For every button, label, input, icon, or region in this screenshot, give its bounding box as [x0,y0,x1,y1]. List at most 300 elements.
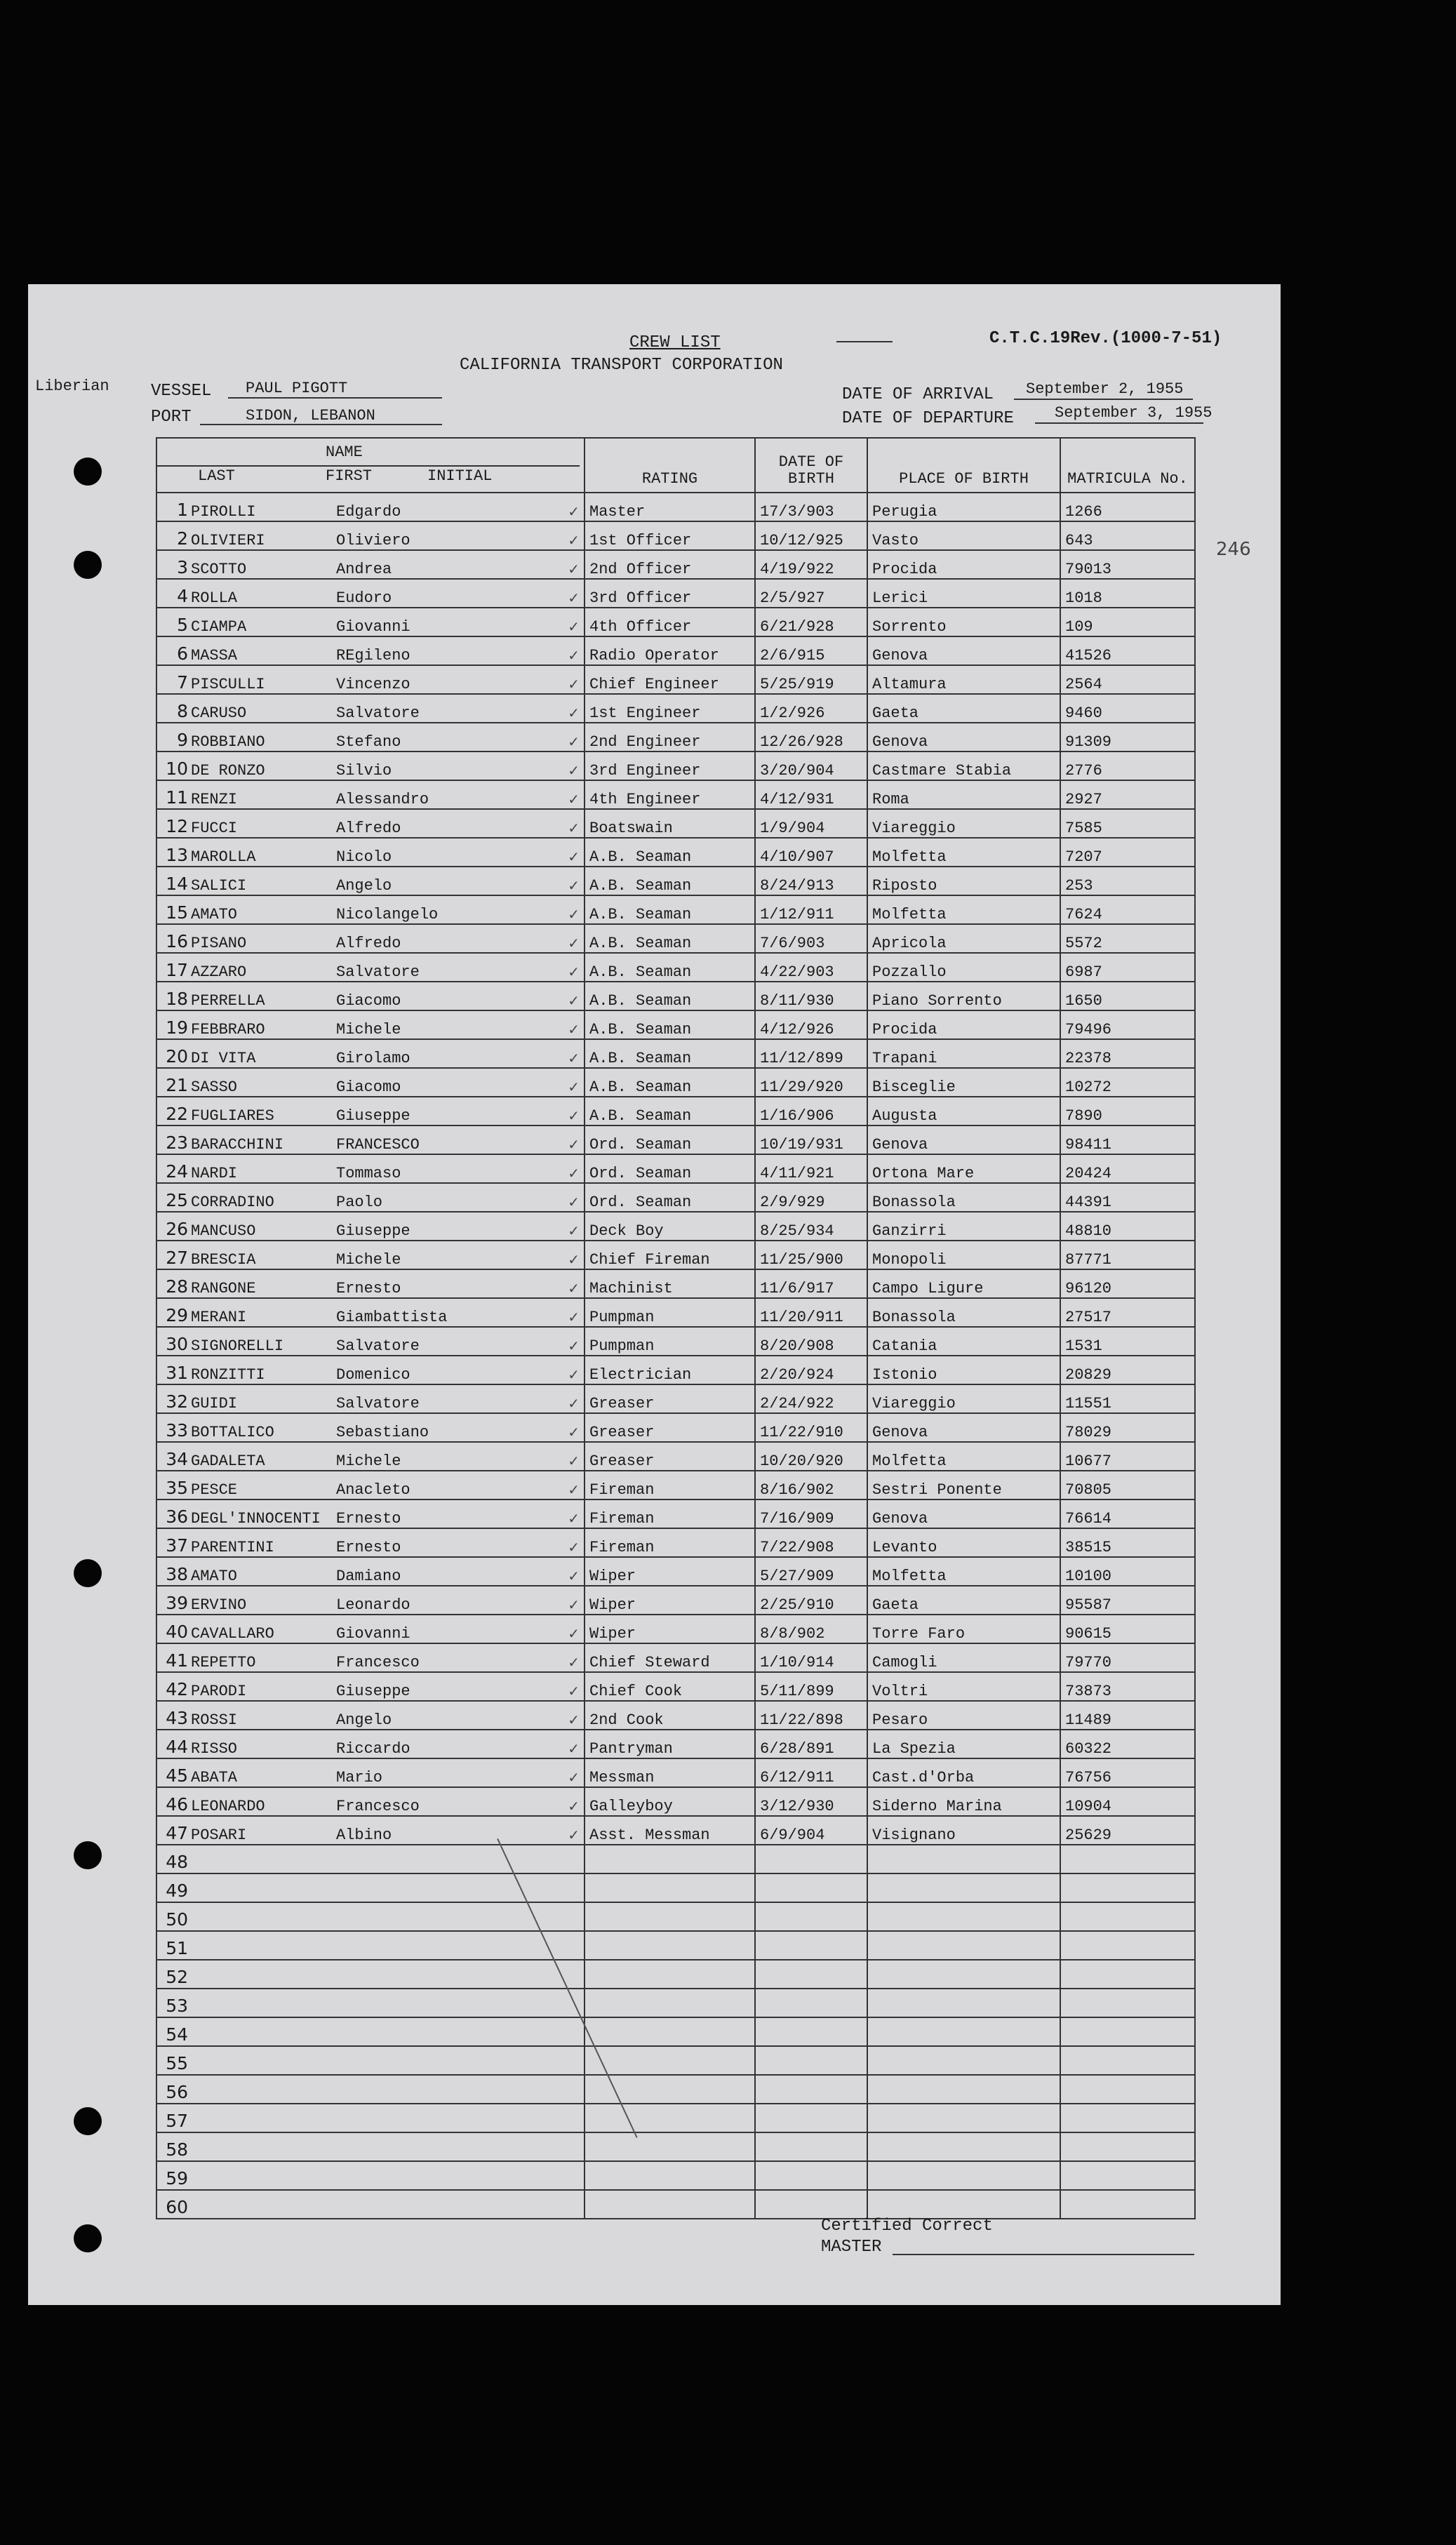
matricula-cell: 27517 [1060,1298,1195,1327]
last-name-cell [156,867,325,895]
check-mark-icon: ✓ [568,1740,580,1757]
check-mark-icon: ✓ [568,1826,580,1843]
rating-cell: Ord. Seaman [585,1154,755,1183]
pob-cell: Sestri Ponente [867,1471,1060,1499]
matricula-cell: 76756 [1060,1758,1195,1787]
table-row [156,2075,1195,2104]
first-name: Albino [336,1826,392,1844]
table-row [156,752,1195,780]
matricula-cell: 79013 [1060,550,1195,579]
pob-cell: Trapani [867,1039,1060,1068]
first-name-cell [325,1442,585,1471]
dob-cell: 11/29/920 [755,1068,867,1097]
rating-cell: Chief Engineer [585,665,755,694]
table-row [156,953,1195,982]
dob-cell: 2/6/915 [755,636,867,665]
matricula-header: MATRICULA No. [1060,438,1195,493]
matricula-cell: 98411 [1060,1125,1195,1154]
row-number: 27 [166,1248,188,1268]
row-number: 35 [166,1478,188,1498]
last-name: ROBBIANO [191,733,265,751]
first-name-cell [325,1039,585,1068]
table-row [156,1269,1195,1298]
matricula-cell: 87771 [1060,1241,1195,1269]
rating-cell: Chief Cook [585,1672,755,1701]
row-number: 7 [177,672,188,693]
name-label: NAME [326,443,363,461]
matricula-cell: 1531 [1060,1327,1195,1356]
last-name-cell [156,1356,325,1384]
pob-cell: La Spezia [867,1730,1060,1758]
dob-cell [755,1902,867,1931]
check-mark-icon: ✓ [568,877,580,894]
row-number: 47 [166,1823,188,1843]
flag-label: Liberian [35,378,109,395]
row-number: 31 [166,1363,188,1383]
matricula-cell: 73873 [1060,1672,1195,1701]
last-name-cell [156,1586,325,1615]
crew-table-body [156,493,1195,2219]
matricula-cell [1060,2161,1195,2190]
last-name: RONZITTI [191,1366,265,1384]
last-name-cell [156,2190,325,2219]
last-name-cell [156,521,325,550]
last-name: CORRADINO [191,1194,274,1211]
check-mark-icon: ✓ [568,1452,580,1469]
first-name: Giacomo [336,992,401,1010]
rating-cell [585,1873,755,1902]
dob-cell: 2/20/924 [755,1356,867,1384]
first-name-cell [325,1298,585,1327]
check-mark-icon: ✓ [568,1021,580,1038]
table-row [156,608,1195,636]
rating-cell [585,1931,755,1960]
row-number: 6 [177,643,188,664]
first-name-cell [325,1125,585,1154]
first-name: Paolo [336,1194,383,1211]
last-name: DI VITA [191,1050,256,1067]
first-name-cell [325,1471,585,1499]
matricula-cell: 10904 [1060,1787,1195,1816]
first-name: Ernesto [336,1280,401,1297]
dob-cell: 2/5/927 [755,579,867,608]
matricula-cell: 38515 [1060,1528,1195,1557]
last-name: SALICI [191,877,247,895]
matricula-cell: 253 [1060,867,1195,895]
pob-cell: Bonassola [867,1183,1060,1212]
matricula-cell [1060,2075,1195,2104]
first-name-cell [325,1557,585,1586]
rating-cell [585,1989,755,2017]
first-name-cell [325,1327,585,1356]
dob-cell: 11/22/910 [755,1413,867,1442]
dob-cell [755,2017,867,2046]
matricula-cell: 91309 [1060,723,1195,752]
table-row [156,1039,1195,1068]
dob-cell: 4/11/921 [755,1154,867,1183]
master-label: MASTER [821,2238,882,2257]
pob-cell: Genova [867,1413,1060,1442]
pob-cell: Molfetta [867,1442,1060,1471]
table-row [156,1931,1195,1960]
pob-cell [867,2104,1060,2132]
check-mark-icon: ✓ [568,561,580,577]
row-number: 23 [166,1133,188,1153]
dob-cell: 2/24/922 [755,1384,867,1413]
last-name-cell [156,636,325,665]
row-number: 2 [177,528,188,549]
last-name: PIROLLI [191,503,256,521]
last-name: DE RONZO [191,762,265,780]
arrival-date: September 2, 1955 [1026,380,1184,398]
table-row [156,1557,1195,1586]
check-mark-icon: ✓ [568,906,580,923]
dob-cell [755,2046,867,2075]
table-row [156,1241,1195,1269]
rating-cell: Deck Boy [585,1212,755,1241]
first-name-cell [325,1356,585,1384]
row-number: 59 [166,2168,188,2189]
rating-cell: 3rd Engineer [585,752,755,780]
table-row [156,924,1195,953]
first-name: Oliviero [336,532,410,549]
last-name-cell [156,1758,325,1787]
rating-cell [585,1902,755,1931]
rating-cell [585,2190,755,2219]
pob-cell: Molfetta [867,1557,1060,1586]
dob-cell: 11/6/917 [755,1269,867,1298]
form-title: CREW LIST [629,333,721,352]
rating-cell: Pumpman [585,1327,755,1356]
first-name: Francesco [336,1798,420,1815]
first-name: Salvatore [336,704,420,722]
dob-cell: 11/22/898 [755,1701,867,1730]
matricula-cell: 1266 [1060,493,1195,521]
rating-cell [585,1845,755,1873]
last-name-cell [156,924,325,953]
table-row [156,521,1195,550]
first-name-cell [325,694,585,723]
table-row [156,1873,1195,1902]
departure-date: September 3, 1955 [1055,404,1213,422]
table-row [156,838,1195,867]
check-mark-icon: ✓ [568,1222,580,1239]
row-number: 29 [166,1305,188,1325]
pob-cell [867,1873,1060,1902]
dob-cell: 4/12/931 [755,780,867,809]
pob-cell: Riposto [867,867,1060,895]
row-number: 50 [166,1909,188,1930]
arrival-line [1014,399,1193,400]
table-row [156,2190,1195,2219]
first-name: Eudoro [336,589,392,607]
row-number: 33 [166,1420,188,1441]
dob-cell: 8/16/902 [755,1471,867,1499]
last-name-cell [156,1557,325,1586]
table-row [156,1010,1195,1039]
pob-cell: Procida [867,550,1060,579]
row-number: 32 [166,1391,188,1412]
matricula-cell: 7207 [1060,838,1195,867]
last-name: PERRELLA [191,992,265,1010]
first-name: Domenico [336,1366,410,1384]
first-name-cell [325,1413,585,1442]
row-number: 54 [166,2024,188,2045]
last-name: FUCCI [191,820,238,837]
last-name-cell [156,953,325,982]
table-row [156,1499,1195,1528]
initial-label: INITIAL [427,467,493,485]
matricula-cell: 41526 [1060,636,1195,665]
first-name-cell [325,1902,585,1931]
check-mark-icon: ✓ [568,820,580,836]
row-number: 20 [166,1046,188,1067]
rating-header: RATING [585,438,755,493]
rating-cell: Fireman [585,1499,755,1528]
rating-cell: Ord. Seaman [585,1125,755,1154]
matricula-cell: 109 [1060,608,1195,636]
first-name-cell [325,1787,585,1816]
table-row [156,1125,1195,1154]
table-row [156,493,1195,521]
rating-cell: Messman [585,1758,755,1787]
dob-cell: 7/16/909 [755,1499,867,1528]
last-name-cell [156,608,325,636]
dob-cell: 3/20/904 [755,752,867,780]
table-row [156,1413,1195,1442]
check-mark-icon: ✓ [568,1050,580,1067]
rating-cell: Wiper [585,1615,755,1643]
last-name-cell [156,1873,325,1902]
last-name-cell [156,1816,325,1845]
table-row [156,1672,1195,1701]
last-name: REPETTO [191,1654,256,1671]
first-name-cell [325,1730,585,1758]
dob-cell: 1/12/911 [755,895,867,924]
check-mark-icon: ✓ [568,963,580,980]
pob-cell: Augusta [867,1097,1060,1125]
vessel-line [228,397,442,399]
title-rule [836,341,893,342]
last-name-cell [156,895,325,924]
dob-cell: 12/26/928 [755,723,867,752]
table-row [156,780,1195,809]
last-name: PISCULLI [191,676,265,693]
pob-cell [867,2075,1060,2104]
last-name-cell [156,1010,325,1039]
rating-cell: Greaser [585,1413,755,1442]
rating-cell: 4th Officer [585,608,755,636]
last-name-cell [156,1125,325,1154]
last-name: PARODI [191,1683,247,1700]
pob-cell: Monopoli [867,1241,1060,1269]
first-name-cell [325,1931,585,1960]
rating-cell [585,2017,755,2046]
matricula-cell: 643 [1060,521,1195,550]
matricula-cell [1060,1989,1195,2017]
last-name-cell [156,493,325,521]
pob-cell: Istonio [867,1356,1060,1384]
rating-cell: Fireman [585,1471,755,1499]
last-name: AZZARO [191,963,247,981]
pob-cell: Visignano [867,1816,1060,1845]
form-code: C.T.C.19Rev.(1000-7-51) [989,329,1222,348]
first-name: REgileno [336,647,410,664]
last-name-cell [156,1931,325,1960]
dob-cell [755,2161,867,2190]
matricula-cell [1060,1845,1195,1873]
last-name: NARDI [191,1165,238,1182]
last-name-cell [156,1384,325,1413]
first-name-cell [325,2132,585,2161]
check-mark-icon: ✓ [568,1654,580,1671]
last-name: MAROLLA [191,848,256,866]
first-name-cell [325,1384,585,1413]
dob-cell [755,2132,867,2161]
dob-cell: 8/11/930 [755,982,867,1010]
last-name-cell [156,1442,325,1471]
dob-cell [755,1989,867,2017]
pob-cell [867,2161,1060,2190]
first-name-cell [325,550,585,579]
dob-cell [755,1931,867,1960]
pob-cell [867,2132,1060,2161]
row-number: 11 [166,787,188,808]
pob-cell: Vasto [867,521,1060,550]
matricula-cell: 90615 [1060,1615,1195,1643]
rating-cell [585,2132,755,2161]
matricula-cell: 95587 [1060,1586,1195,1615]
table-row [156,1701,1195,1730]
last-name-cell [156,2046,325,2075]
matricula-cell: 44391 [1060,1183,1195,1212]
matricula-cell: 10272 [1060,1068,1195,1097]
first-name-cell [325,895,585,924]
row-number: 52 [166,1967,188,1987]
dob-cell [755,1960,867,1989]
last-name: PARENTINI [191,1539,274,1556]
dob-cell [755,1873,867,1902]
last-name: PESCE [191,1481,238,1499]
last-name-cell [156,1471,325,1499]
check-mark-icon: ✓ [568,848,580,865]
dob-cell: 4/10/907 [755,838,867,867]
last-label: LAST [198,467,235,485]
dob-cell: 11/12/899 [755,1039,867,1068]
last-name: SIGNORELLI [191,1337,284,1355]
punch-hole [74,551,102,579]
last-name-cell [156,1269,325,1298]
last-name: CAVALLARO [191,1625,274,1643]
check-mark-icon: ✓ [568,647,580,664]
pob-cell: Roma [867,780,1060,809]
row-number: 49 [166,1881,188,1901]
row-number: 58 [166,2139,188,2160]
check-mark-icon: ✓ [568,676,580,693]
first-name: Salvatore [336,963,420,981]
first-name-cell [325,2161,585,2190]
table-row [156,867,1195,895]
matricula-cell [1060,2046,1195,2075]
first-name: Sebastiano [336,1424,429,1441]
pob-header: PLACE OF BIRTH [867,438,1060,493]
rating-cell: Chief Fireman [585,1241,755,1269]
first-name-cell [325,1269,585,1298]
pob-cell [867,1845,1060,1873]
table-row [156,1384,1195,1413]
matricula-cell: 7585 [1060,809,1195,838]
matricula-cell: 48810 [1060,1212,1195,1241]
last-name-cell [156,1039,325,1068]
check-mark-icon: ✓ [568,1769,580,1786]
first-name: Ernesto [336,1510,401,1528]
dob-cell: 6/12/911 [755,1758,867,1787]
table-row [156,2046,1195,2075]
pob-cell: Torre Faro [867,1615,1060,1643]
rating-cell: Machinist [585,1269,755,1298]
first-name: Ernesto [336,1539,401,1556]
last-name: MASSA [191,647,238,664]
dob-cell: 2/25/910 [755,1586,867,1615]
last-name-cell [156,1298,325,1327]
dob-cell: 7/22/908 [755,1528,867,1557]
last-name-cell [156,665,325,694]
table-row [156,1960,1195,1989]
first-name-cell [325,1097,585,1125]
check-mark-icon: ✓ [568,1539,580,1556]
matricula-cell: 78029 [1060,1413,1195,1442]
row-number: 55 [166,2053,188,2073]
table-row [156,2017,1195,2046]
table-row [156,1442,1195,1471]
row-number: 43 [166,1708,188,1728]
row-number: 56 [166,2082,188,2102]
row-number: 3 [177,557,188,577]
rating-cell: A.B. Seaman [585,982,755,1010]
last-name-cell [156,982,325,1010]
last-name-cell [156,2075,325,2104]
table-row [156,895,1195,924]
matricula-cell: 2564 [1060,665,1195,694]
table-row [156,665,1195,694]
last-name-cell [156,1701,325,1730]
pob-cell [867,1931,1060,1960]
dob-cell: 7/6/903 [755,924,867,953]
last-name: MERANI [191,1309,247,1326]
last-name-cell [156,1154,325,1183]
row-number: 51 [166,1938,188,1958]
row-number: 48 [166,1852,188,1872]
rating-cell: Greaser [585,1442,755,1471]
pob-cell [867,2046,1060,2075]
matricula-cell: 10100 [1060,1557,1195,1586]
pob-cell: Perugia [867,493,1060,521]
pob-cell: Altamura [867,665,1060,694]
dob-cell: 11/20/911 [755,1298,867,1327]
dob-cell: 6/28/891 [755,1730,867,1758]
first-name: Francesco [336,1654,420,1671]
matricula-cell: 5572 [1060,924,1195,953]
row-number: 30 [166,1334,188,1354]
check-mark-icon: ✓ [568,618,580,635]
last-name-cell [156,1672,325,1701]
row-number: 9 [177,730,188,750]
last-name-cell [156,1097,325,1125]
table-row [156,2132,1195,2161]
rating-cell: Master [585,493,755,521]
first-name-cell [325,1758,585,1787]
last-name-cell [156,694,325,723]
